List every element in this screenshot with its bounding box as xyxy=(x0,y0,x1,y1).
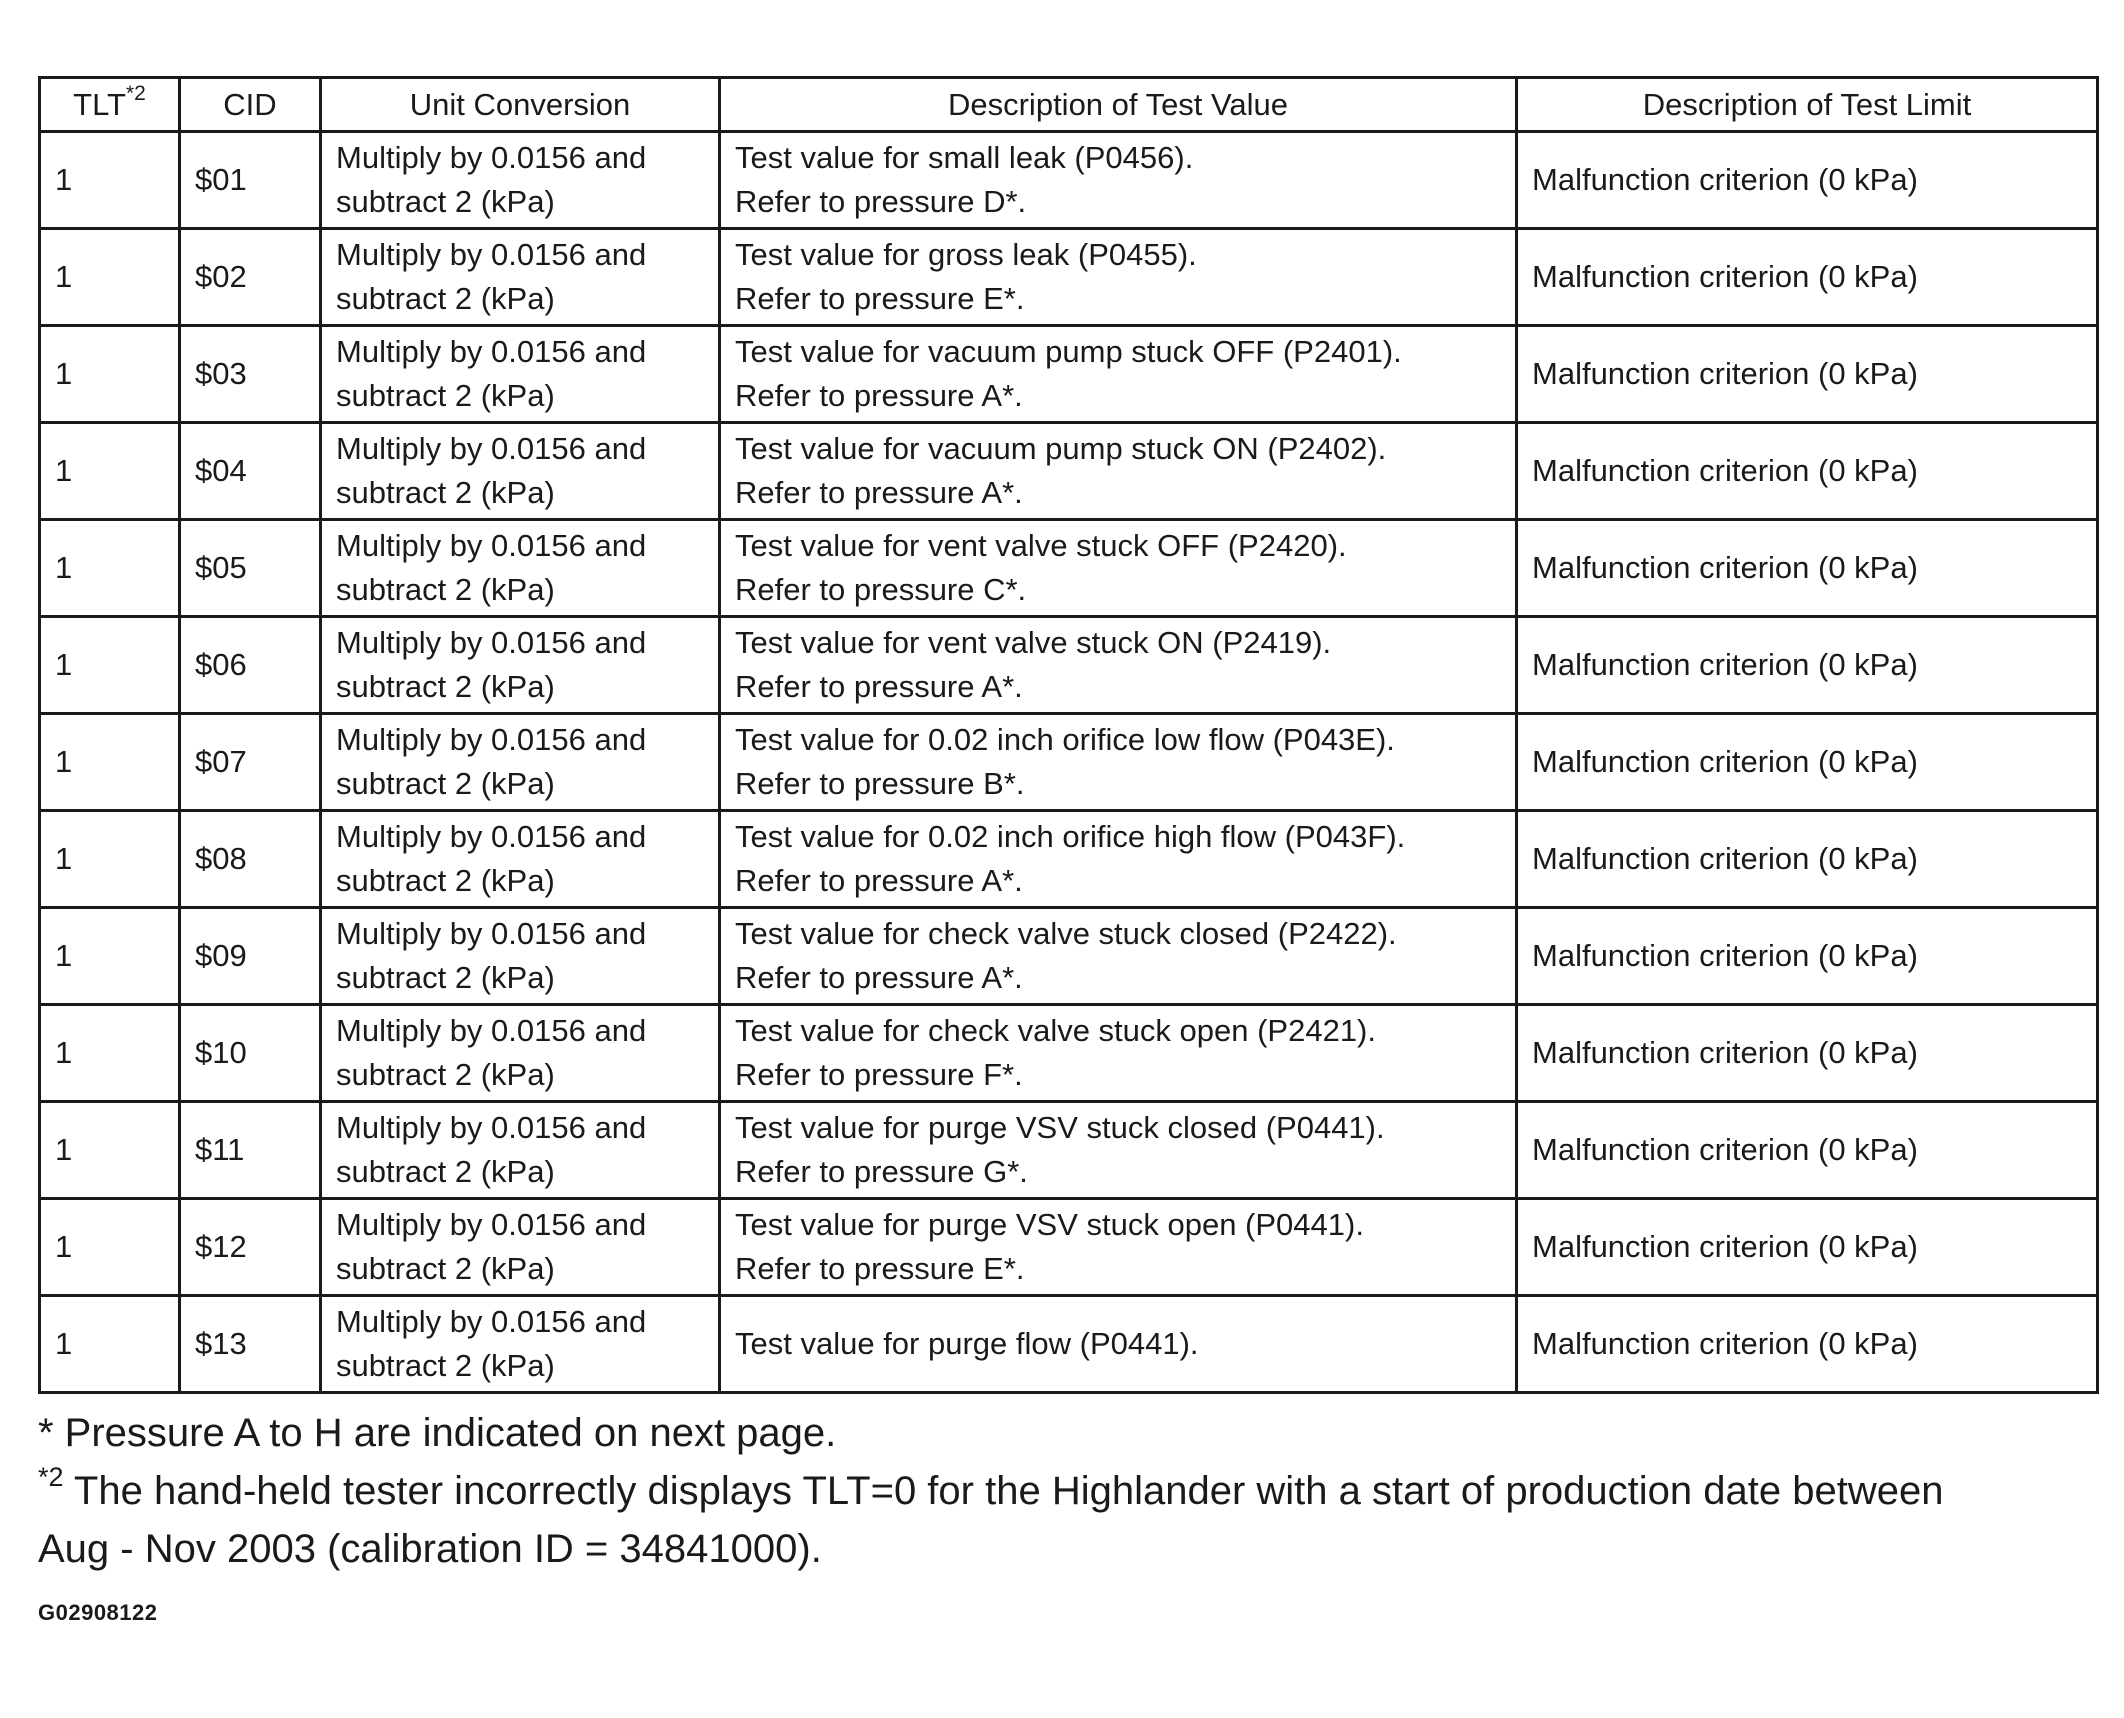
footnote-tlt-text-line-2: Aug - Nov 2003 (calibration ID = 34841000). xyxy=(38,1527,822,1571)
unit-line-1: Multiply by 0.0156 and xyxy=(336,1304,647,1339)
cell-tlt: 1 xyxy=(40,229,180,326)
table-row xyxy=(40,617,2098,714)
header-cid: CID xyxy=(180,78,321,132)
cell-test-value xyxy=(720,1199,1517,1296)
document-page xyxy=(38,76,2096,1626)
footnote-pressure: * Pressure A to H are indicated on next page. xyxy=(38,1411,837,1455)
unit-line-2: subtract 2 (kPa) xyxy=(336,960,555,995)
desc-line-1: Test value for 0.02 inch orifice high flow (P043F). xyxy=(735,819,1406,854)
desc-line-1: Test value for vent valve stuck ON (P2419). xyxy=(735,625,1332,660)
desc-line-1: Test value for check valve stuck closed (P2422). xyxy=(735,916,1397,951)
cell-tlt: 1 xyxy=(40,326,180,423)
table-row xyxy=(40,1102,2098,1199)
unit-line-1: Multiply by 0.0156 and xyxy=(336,722,647,757)
cell-cid: $04 xyxy=(180,423,321,520)
desc-line-1: Test value for purge VSV stuck open (P0441). xyxy=(735,1207,1364,1242)
desc-line-2: Refer to pressure E*. xyxy=(735,1251,1025,1286)
desc-line-2: Refer to pressure D*. xyxy=(735,184,1027,219)
header-test-limit: Description of Test Limit xyxy=(1517,78,2098,132)
desc-line-2: Refer to pressure G*. xyxy=(735,1154,1028,1189)
header-tlt-footnote-mark: *2 xyxy=(125,82,146,106)
table-row xyxy=(40,811,2098,908)
cell-tlt: 1 xyxy=(40,714,180,811)
desc-line-1: Test value for 0.02 inch orifice low flow (P043E). xyxy=(735,722,1395,757)
cell-test-value xyxy=(720,714,1517,811)
cell-test-limit: Malfunction criterion (0 kPa) xyxy=(1517,908,2098,1005)
cell-cid: $01 xyxy=(180,132,321,229)
unit-line-1: Multiply by 0.0156 and xyxy=(336,237,647,272)
unit-line-1: Multiply by 0.0156 and xyxy=(336,625,647,660)
cell-tlt: 1 xyxy=(40,132,180,229)
cell-test-limit: Malfunction criterion (0 kPa) xyxy=(1517,1005,2098,1102)
cell-test-value xyxy=(720,1102,1517,1199)
cell-cid: $10 xyxy=(180,1005,321,1102)
cell-test-limit: Malfunction criterion (0 kPa) xyxy=(1517,811,2098,908)
footnote-tlt-text-line-1: The hand-held tester incorrectly displays TLT=0 for the Highlander with a start of production date between xyxy=(63,1469,1944,1513)
desc-line-1: Test value for vacuum pump stuck ON (P2402). xyxy=(735,431,1387,466)
cell-test-value xyxy=(720,326,1517,423)
desc-line-1: Test value for small leak (P0456). xyxy=(735,140,1194,175)
cell-cid: $07 xyxy=(180,714,321,811)
cell-test-limit: Malfunction criterion (0 kPa) xyxy=(1517,714,2098,811)
header-unit-conversion: Unit Conversion xyxy=(321,78,720,132)
unit-line-1: Multiply by 0.0156 and xyxy=(336,819,647,854)
unit-line-2: subtract 2 (kPa) xyxy=(336,863,555,898)
desc-line-1: Test value for purge flow (P0441). xyxy=(735,1326,1199,1361)
table-row xyxy=(40,229,2098,326)
table-row xyxy=(40,714,2098,811)
cell-cid: $06 xyxy=(180,617,321,714)
desc-line-2: Refer to pressure A*. xyxy=(735,669,1023,704)
cell-tlt: 1 xyxy=(40,520,180,617)
unit-line-1: Multiply by 0.0156 and xyxy=(336,528,647,563)
cell-cid: $13 xyxy=(180,1296,321,1393)
cell-tlt: 1 xyxy=(40,1296,180,1393)
unit-line-2: subtract 2 (kPa) xyxy=(336,669,555,704)
cell-unit-conversion xyxy=(321,1005,720,1102)
cell-test-limit: Malfunction criterion (0 kPa) xyxy=(1517,1102,2098,1199)
footnotes xyxy=(38,1404,2096,1578)
cell-test-limit: Malfunction criterion (0 kPa) xyxy=(1517,520,2098,617)
cell-test-value xyxy=(720,229,1517,326)
unit-line-1: Multiply by 0.0156 and xyxy=(336,140,647,175)
table-row xyxy=(40,908,2098,1005)
desc-line-1: Test value for gross leak (P0455). xyxy=(735,237,1197,272)
cell-test-value xyxy=(720,520,1517,617)
test-value-table xyxy=(38,76,2099,1394)
cell-test-value xyxy=(720,1005,1517,1102)
unit-line-2: subtract 2 (kPa) xyxy=(336,1251,555,1286)
cell-test-value xyxy=(720,423,1517,520)
cell-tlt: 1 xyxy=(40,908,180,1005)
cell-test-value xyxy=(720,908,1517,1005)
unit-line-1: Multiply by 0.0156 and xyxy=(336,1013,647,1048)
desc-line-2: Refer to pressure E*. xyxy=(735,281,1025,316)
cell-test-limit: Malfunction criterion (0 kPa) xyxy=(1517,326,2098,423)
desc-line-2: Refer to pressure F*. xyxy=(735,1057,1023,1092)
header-tlt xyxy=(40,78,180,132)
unit-line-2: subtract 2 (kPa) xyxy=(336,281,555,316)
cell-test-limit: Malfunction criterion (0 kPa) xyxy=(1517,1199,2098,1296)
cell-unit-conversion xyxy=(321,714,720,811)
cell-cid: $05 xyxy=(180,520,321,617)
figure-id: G02908122 xyxy=(38,1600,158,1625)
cell-cid: $02 xyxy=(180,229,321,326)
table-row xyxy=(40,1199,2098,1296)
footnote-tlt-mark: *2 xyxy=(38,1461,64,1492)
cell-test-value xyxy=(720,132,1517,229)
cell-unit-conversion xyxy=(321,229,720,326)
header-test-value: Description of Test Value xyxy=(720,78,1517,132)
cell-unit-conversion xyxy=(321,423,720,520)
unit-line-1: Multiply by 0.0156 and xyxy=(336,916,647,951)
cell-cid: $09 xyxy=(180,908,321,1005)
cell-cid: $11 xyxy=(180,1102,321,1199)
desc-line-2: Refer to pressure C*. xyxy=(735,572,1027,607)
cell-tlt: 1 xyxy=(40,1199,180,1296)
desc-line-2: Refer to pressure A*. xyxy=(735,863,1023,898)
cell-unit-conversion xyxy=(321,811,720,908)
table-header-row xyxy=(40,78,2098,132)
cell-cid: $12 xyxy=(180,1199,321,1296)
table-row xyxy=(40,423,2098,520)
desc-line-1: Test value for vent valve stuck OFF (P2420). xyxy=(735,528,1347,563)
cell-tlt: 1 xyxy=(40,811,180,908)
cell-test-limit: Malfunction criterion (0 kPa) xyxy=(1517,1296,2098,1393)
unit-line-2: subtract 2 (kPa) xyxy=(336,475,555,510)
desc-line-1: Test value for check valve stuck open (P2421). xyxy=(735,1013,1376,1048)
desc-line-2: Refer to pressure B*. xyxy=(735,766,1025,801)
table-row xyxy=(40,520,2098,617)
desc-line-1: Test value for purge VSV stuck closed (P0441). xyxy=(735,1110,1385,1145)
cell-unit-conversion xyxy=(321,132,720,229)
unit-line-2: subtract 2 (kPa) xyxy=(336,1057,555,1092)
table-row xyxy=(40,1005,2098,1102)
cell-unit-conversion xyxy=(321,1296,720,1393)
cell-unit-conversion xyxy=(321,908,720,1005)
unit-line-2: subtract 2 (kPa) xyxy=(336,572,555,607)
desc-line-2: Refer to pressure A*. xyxy=(735,960,1023,995)
unit-line-2: subtract 2 (kPa) xyxy=(336,184,555,219)
table-body xyxy=(40,132,2098,1393)
desc-line-2: Refer to pressure A*. xyxy=(735,378,1023,413)
cell-test-value xyxy=(720,617,1517,714)
table-row xyxy=(40,132,2098,229)
cell-test-value xyxy=(720,811,1517,908)
cell-test-limit: Malfunction criterion (0 kPa) xyxy=(1517,132,2098,229)
cell-unit-conversion xyxy=(321,617,720,714)
cell-test-value xyxy=(720,1296,1517,1393)
unit-line-1: Multiply by 0.0156 and xyxy=(336,1207,647,1242)
cell-tlt: 1 xyxy=(40,1005,180,1102)
cell-test-limit: Malfunction criterion (0 kPa) xyxy=(1517,617,2098,714)
cell-unit-conversion xyxy=(321,1199,720,1296)
cell-cid: $08 xyxy=(180,811,321,908)
cell-unit-conversion xyxy=(321,326,720,423)
cell-test-limit: Malfunction criterion (0 kPa) xyxy=(1517,229,2098,326)
unit-line-1: Multiply by 0.0156 and xyxy=(336,1110,647,1145)
cell-cid: $03 xyxy=(180,326,321,423)
table-row xyxy=(40,1296,2098,1393)
table-row xyxy=(40,326,2098,423)
desc-line-1: Test value for vacuum pump stuck OFF (P2401). xyxy=(735,334,1402,369)
unit-line-2: subtract 2 (kPa) xyxy=(336,378,555,413)
unit-line-2: subtract 2 (kPa) xyxy=(336,766,555,801)
cell-unit-conversion xyxy=(321,520,720,617)
cell-tlt: 1 xyxy=(40,423,180,520)
unit-line-1: Multiply by 0.0156 and xyxy=(336,431,647,466)
cell-test-limit: Malfunction criterion (0 kPa) xyxy=(1517,423,2098,520)
cell-tlt: 1 xyxy=(40,617,180,714)
desc-line-2: Refer to pressure A*. xyxy=(735,475,1023,510)
footnote-tlt xyxy=(38,1462,2096,1520)
header-tlt-label: TLT xyxy=(73,86,126,122)
cell-tlt: 1 xyxy=(40,1102,180,1199)
unit-line-1: Multiply by 0.0156 and xyxy=(336,334,647,369)
unit-line-2: subtract 2 (kPa) xyxy=(336,1154,555,1189)
unit-line-2: subtract 2 (kPa) xyxy=(336,1348,555,1383)
cell-unit-conversion xyxy=(321,1102,720,1199)
